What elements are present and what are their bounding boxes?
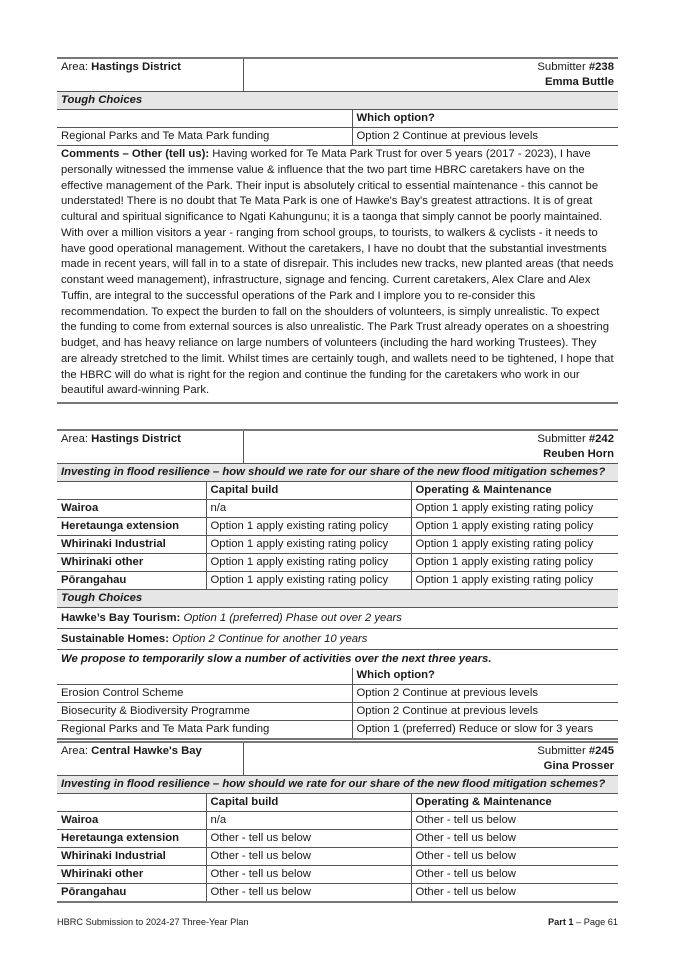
- submitter-cell: Submitter #245 Gina Prosser: [537, 745, 614, 772]
- option-cell: Option 2 Continue at previous levels: [356, 130, 538, 142]
- footer-part: Part 1: [548, 917, 574, 927]
- table-row: Whirinaki Industrial Option 1 apply existing rating policy Option 1 apply existing rating policy: [57, 536, 618, 554]
- table-row: Heretaunga extension Other - tell us below Other - tell us below: [57, 830, 618, 848]
- col-capital: Capital build: [206, 794, 411, 812]
- submitter-cell: Submitter #238 Emma Buttle: [537, 61, 614, 88]
- footer-page: [548, 917, 618, 927]
- flood-heading: Investing in flood resilience – how should we rate for our share of the new flood mitigation schemes?: [61, 466, 606, 478]
- submission-238: [57, 57, 618, 404]
- table-row: Erosion Control Scheme Option 2 Continue at previous levels: [57, 685, 618, 703]
- table-row: Whirinaki Industrial Other - tell us below Other - tell us below: [57, 848, 618, 866]
- slow-heading: We propose to temporarily slow a number of activities over the next three years.: [61, 653, 492, 665]
- area-cell: Area: Hastings District: [57, 58, 243, 91]
- activity-cell: Regional Parks and Te Mata Park funding: [57, 128, 352, 146]
- submission-245: [57, 741, 618, 903]
- comments-cell: [57, 146, 618, 404]
- which-option-heading: Which option?: [356, 112, 435, 124]
- table-row: Pōrangahau Other - tell us below Other - tell us below: [57, 884, 618, 903]
- submitter-cell: Submitter #242 Reuben Horn: [537, 433, 614, 460]
- tough-choices-heading: Tough Choices: [61, 94, 143, 106]
- footer-left: HBRC Submission to 2024-27 Three-Year Plan: [57, 917, 249, 927]
- table-row: Heretaunga extension Option 1 apply existing rating policy Option 1 apply existing rating policy: [57, 518, 618, 536]
- tough-choices-heading: Tough Choices: [61, 592, 143, 604]
- col-operating: Operating & Maintenance: [415, 484, 552, 496]
- flood-heading: Investing in flood resilience – how should we rate for our share of the new flood mitigation schemes?: [61, 778, 606, 790]
- col-operating: Operating & Maintenance: [415, 796, 552, 808]
- tourism-row: Hawke’s Bay Tourism: Option 1 (preferred) Phase out over 2 years: [61, 612, 402, 624]
- homes-row: Sustainable Homes: Option 2 Continue for another 10 years: [61, 633, 368, 645]
- area-cell: Area: Central Hawke's Bay: [57, 742, 243, 775]
- which-option-heading: Which option?: [356, 669, 435, 681]
- footer-page-number: – Page 61: [573, 917, 618, 927]
- table-row: Whirinaki other Option 1 apply existing rating policy Option 1 apply existing rating policy: [57, 554, 618, 572]
- submission-242: [57, 429, 618, 740]
- col-capital: Capital build: [206, 482, 411, 500]
- comments-text: Having worked for Te Mata Park Trust for over 5 years (2017 - 2023), I have personally witnessed the immense value & influence that the two part time HBRC caretakers have on the effective management of the Park. Their input is absolutely critical to essential maintenance - this cannot be understated! There is no doubt that Te Mata Park is one of Hawke's Bay's greatest attractions. It is of great cultural and spiritual significance to Ngati Kahungunu; it is a taonga that simply cannot be poorly maintained. With over a million visitors a year - ranging from school groups, to tourists, to walkers & cyclists - it needs to have good operational management. Without the caretakers, I have no doubt that the substantial investments made in recent years, will fall in to a state of disrepair. This includes new tracks, new planted areas (that needs constant weed management), infrastructure, signage and fencing. Current caretakers, Alex Clare and Alex Tuffin, are integral to the successful operations of the Park and I implore you to re-consider this recommendation. To expect the burden to fall on the shoulders of volunteers, is simply unrealistic. To expect the funding to come from external sources is also unrealistic. The Park Trust already operates on a shoestring budget, and has heavy reliance on large numbers of volunteers (including the hard working Trustees). They are already stretched to the limit. Whilst times are certainly tough, and wallets need to be tightened, I hope that the HBRC will do what is right for the region and continue the funding for the caretakers who work in our beautiful award-winning Park.: [61, 148, 614, 397]
- table-row: Pōrangahau Option 1 apply existing rating policy Option 1 apply existing rating policy: [57, 572, 618, 590]
- table-row: Wairoa n/a Other - tell us below: [57, 812, 618, 830]
- comments-label: Comments – Other (tell us):: [61, 148, 210, 160]
- area-cell: Area: Hastings District: [57, 430, 243, 463]
- table-row: Wairoa n/a Option 1 apply existing rating policy: [57, 500, 618, 518]
- table-row: Biosecurity & Biodiversity Programme Option 2 Continue at previous levels: [57, 703, 618, 721]
- table-row: Whirinaki other Other - tell us below Other - tell us below: [57, 866, 618, 884]
- table-row: Regional Parks and Te Mata Park funding Option 1 (preferred) Reduce or slow for 3 years: [57, 721, 618, 740]
